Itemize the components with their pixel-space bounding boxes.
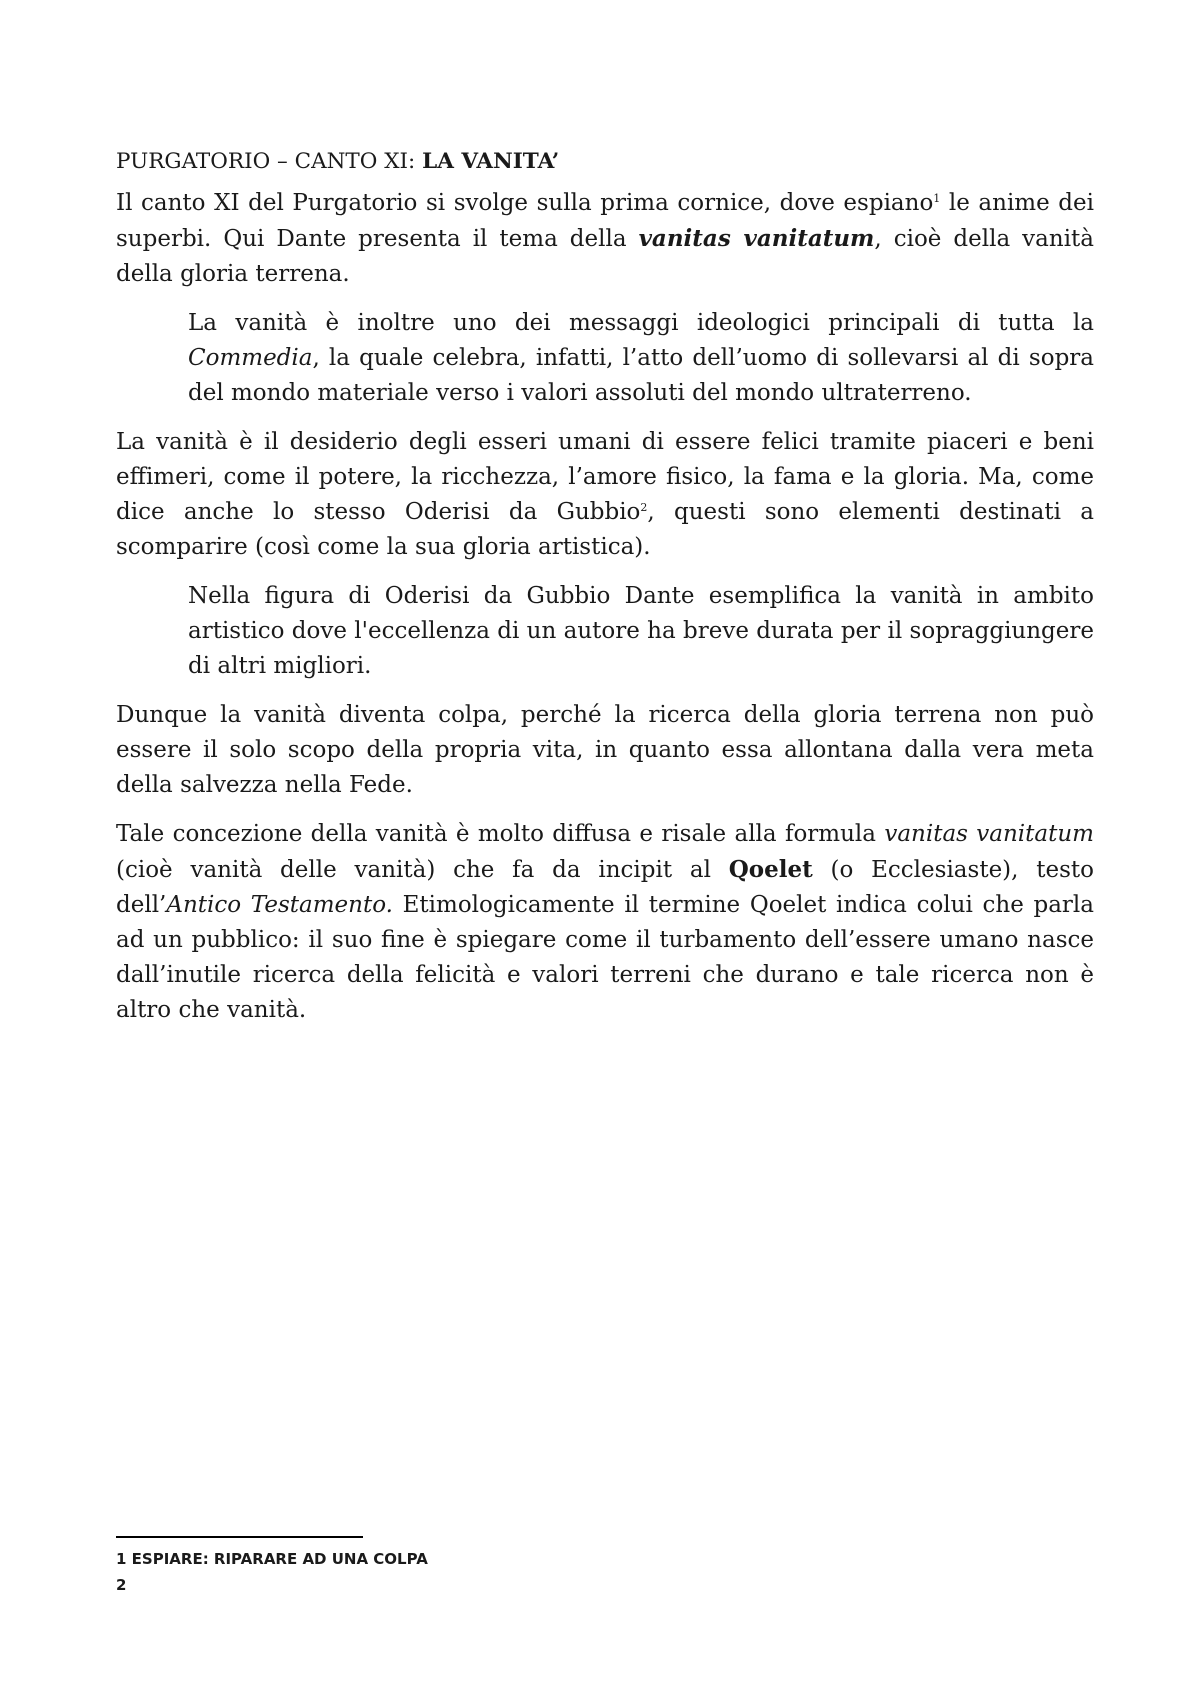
footnote-separator	[116, 1536, 363, 1538]
paragraph-qoelet	[116, 817, 1094, 1028]
paragraph-text: Il canto XI del Purgatorio si svolge sulla prima cornice, dove espiano	[116, 190, 934, 216]
paragraph-text: , cioè della vanità della gloria terrena.	[116, 226, 1095, 287]
paragraph-text: , la quale celebra, infatti, l’atto dell’uomo di sollevarsi al di sopra del mondo materiale verso i valori assoluti del mondo ultraterreno.	[188, 345, 1094, 406]
title-text: PURGATORIO – CANTO XI:	[116, 149, 423, 174]
emphasis-vanitas: vanitas vanitatum	[638, 225, 875, 252]
footnotes-area	[116, 1536, 716, 1598]
emphasis-commedia: Commedia	[188, 345, 313, 371]
emphasis-antico-testamento: Antico Testamento.	[166, 892, 393, 918]
footnote-2: 2	[116, 1576, 127, 1594]
paragraph-text: La vanità è il desiderio degli esseri umani di essere felici tramite piaceri e beni effimeri, come il potere, la ricchezza, l’amore fisico, la fama e la gloria. Ma, come dice anche lo stesso Oderisi da Gubbio	[116, 429, 1094, 525]
paragraph-text: le anime dei superbi. Qui Dante presenta il tema della	[116, 190, 1094, 252]
paragraph-intro	[116, 186, 1094, 292]
footnote-ref-1[interactable]: 1	[933, 192, 941, 205]
footnote-ref-2[interactable]: 2	[640, 501, 648, 514]
paragraph-text: Etimologicamente il termine Qoelet indica colui che parla ad un pubblico: il suo fine è spiegare come il turbamento dell’essere umano nasce dall’inutile ricerca della felicità e valori terreni che durano e tale ricerca non è altro che vanità.	[116, 892, 1094, 1023]
page-title	[116, 146, 1094, 178]
title-bold-text: LA VANITA’	[422, 149, 560, 174]
paragraph-text: (cioè vanità delle vanità) che fa da incipit al	[116, 857, 729, 883]
paragraph-text: Tale concezione della vanità è molto diffusa e risale alla formula	[116, 821, 885, 847]
paragraph-indented-commedia	[188, 306, 1094, 411]
paragraph-indented-oderisi: Nella figura di Oderisi da Gubbio Dante esemplifica la vanità in ambito artistico dove l'eccellenza di un autore ha breve durata per il sopraggiungere di altri migliori.	[188, 583, 1094, 679]
paragraph-text: La vanità è inoltre uno dei messaggi ideologici principali di tutta la	[188, 310, 1094, 336]
emphasis-vanitas-formula: vanitas vanitatum	[884, 821, 1094, 847]
paragraph-text: (o Ecclesiaste), testo dell’	[116, 857, 1094, 918]
paragraph-text: , questi sono elementi destinati a scomparire (così come la sua gloria artistica).	[116, 499, 1094, 560]
footnote-1: 1 ESPIARE: RIPARARE AD UNA COLPA	[116, 1550, 428, 1568]
paragraph-colpa: Dunque la vanità diventa colpa, perché la ricerca della gloria terrena non può essere il solo scopo della propria vita, in quanto essa allontana dalla vera meta della salvezza nella Fede.	[116, 702, 1094, 798]
document-body	[116, 146, 1094, 1042]
paragraph-desiderio	[116, 425, 1094, 565]
emphasis-qoelet: Qoelet	[728, 856, 813, 883]
